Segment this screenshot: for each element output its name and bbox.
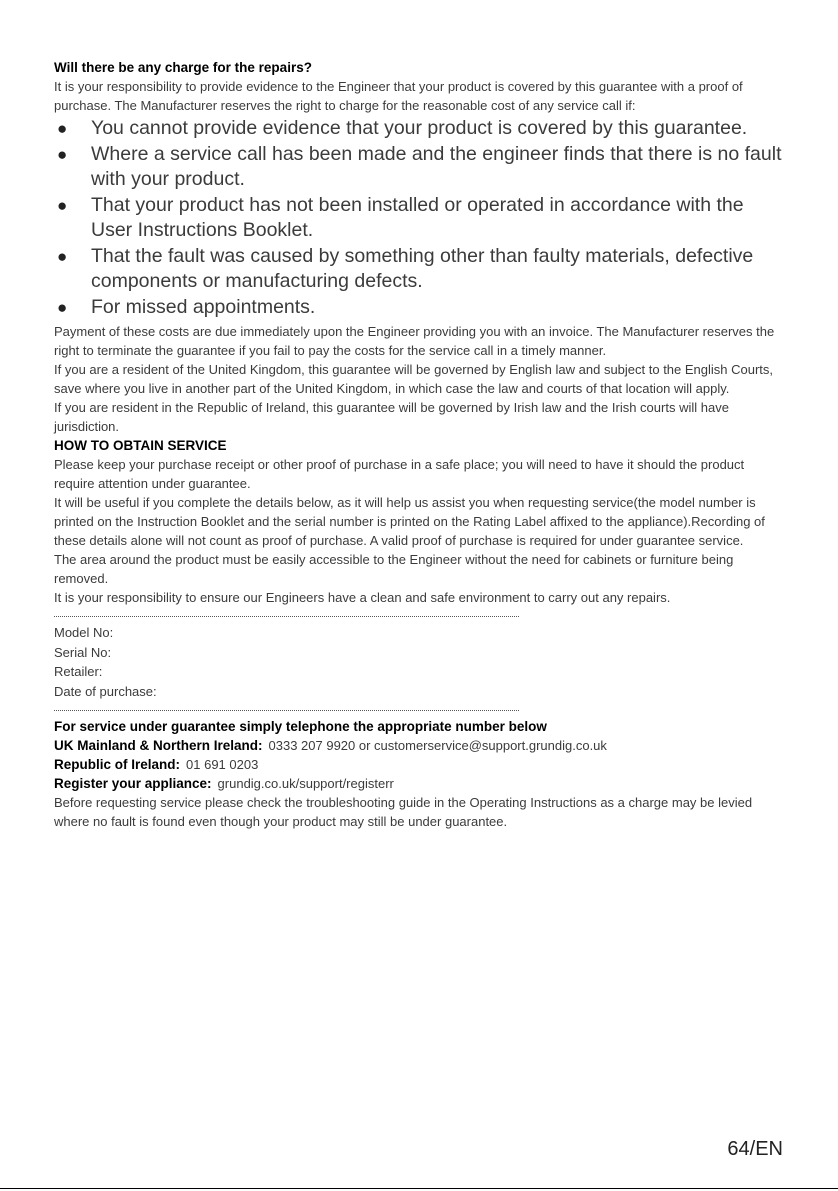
uk-contact-value[interactable]: 0333 207 9920 or customerservice@support.grundig.co.uk <box>268 738 607 753</box>
troubleshooting-note: Before requesting service please check the troubleshooting guide in the Operating Instructions as a charge may be levied where no fault is found even though your product may still be under guarantee. <box>54 795 753 829</box>
details-paragraph: It will be useful if you complete the details below, as it will help us assist you when requesting service(the model number is printed on the Instruction Booklet and the serial number is printed on the Rating Label affixed to the appliance).Recording of these details alone will not count as proof of purchase. A valid proof of purchase is required for under guarantee service. <box>54 495 765 548</box>
access-paragraph: The area around the product must be easily accessible to the Engineer without the need for cabinets or furniture being removed. <box>54 552 734 586</box>
ireland-contact-row <box>54 755 784 774</box>
charge-conditions-list <box>54 116 784 320</box>
list-item: ● That your product has not been installed or operated in accordance with the User Instructions Booklet. <box>57 193 744 241</box>
register-row <box>54 774 784 793</box>
dotted-divider <box>54 710 519 711</box>
serial-number-field: Serial No: <box>54 644 112 660</box>
register-label: Register your appliance: <box>54 776 212 791</box>
ireland-contact-label: Republic of Ireland: <box>54 757 181 772</box>
list-item: ● Where a service call has been made and the engineer finds that there is no fault with your product. <box>57 142 782 190</box>
bullet-icon: ● <box>57 297 68 317</box>
model-number-field: Model No: <box>54 625 114 640</box>
list-item: ● You cannot provide evidence that your product is covered by this guarantee. <box>54 116 784 142</box>
uk-contact-label: UK Mainland & Northern Ireland: <box>54 738 263 753</box>
bullet-icon: ● <box>57 119 68 138</box>
guarantee-page <box>54 58 784 831</box>
environment-paragraph: It is your responsibility to ensure our Engineers have a clean and safe environment to carry out any repairs. <box>54 590 671 605</box>
payment-paragraph: Payment of these costs are due immediately upon the Engineer providing you with an invoice. The Manufacturer reserves the right to terminate the guarantee if you fail to pay the costs for the service call in a timely manner. <box>54 324 775 358</box>
retailer-field: Retailer: <box>54 664 103 679</box>
bullet-icon: ● <box>57 195 68 215</box>
charge-intro: It is your responsibility to provide evidence to the Engineer that your product is covered by this guarantee with a proof of purchase. The Manufacturer reserves the right to charge for the reasonable cost of any service call if: <box>54 79 743 113</box>
obtain-service-heading: HOW TO OBTAIN SERVICE <box>54 438 227 453</box>
uk-contact-row <box>54 736 784 755</box>
charge-heading: Will there be any charge for the repairs? <box>54 60 312 75</box>
uk-law-paragraph: If you are a resident of the United Kingdom, this guarantee will be governed by English law and subject to the English Courts, save where you live in another part of the United Kingdom, in which case the law and courts of that location will apply. <box>54 362 774 396</box>
contact-heading: For service under guarantee simply telephone the appropriate number below <box>54 719 547 734</box>
dotted-divider <box>54 616 519 617</box>
register-link[interactable]: grundig.co.uk/support/registerr <box>217 776 394 791</box>
footer-rule <box>0 1188 838 1189</box>
page-number: 64/EN <box>727 1138 783 1160</box>
bullet-icon: ● <box>57 246 68 266</box>
bullet-icon: ● <box>57 144 68 164</box>
ireland-contact-value[interactable]: 01 691 0203 <box>186 757 259 772</box>
ireland-law-paragraph: If you are resident in the Republic of Ireland, this guarantee will be governed by Irish law and the Irish courts will have jurisdiction. <box>54 400 729 434</box>
list-item: ● That the fault was caused by something other than faulty materials, defective components or manufacturing defects. <box>57 244 754 292</box>
list-item: ● For missed appointments. <box>54 295 784 321</box>
receipt-paragraph: Please keep your purchase receipt or other proof of purchase in a safe place; you will need to have it should the product require attention under guarantee. <box>54 457 745 491</box>
purchase-date-field: Date of purchase: <box>54 683 157 699</box>
